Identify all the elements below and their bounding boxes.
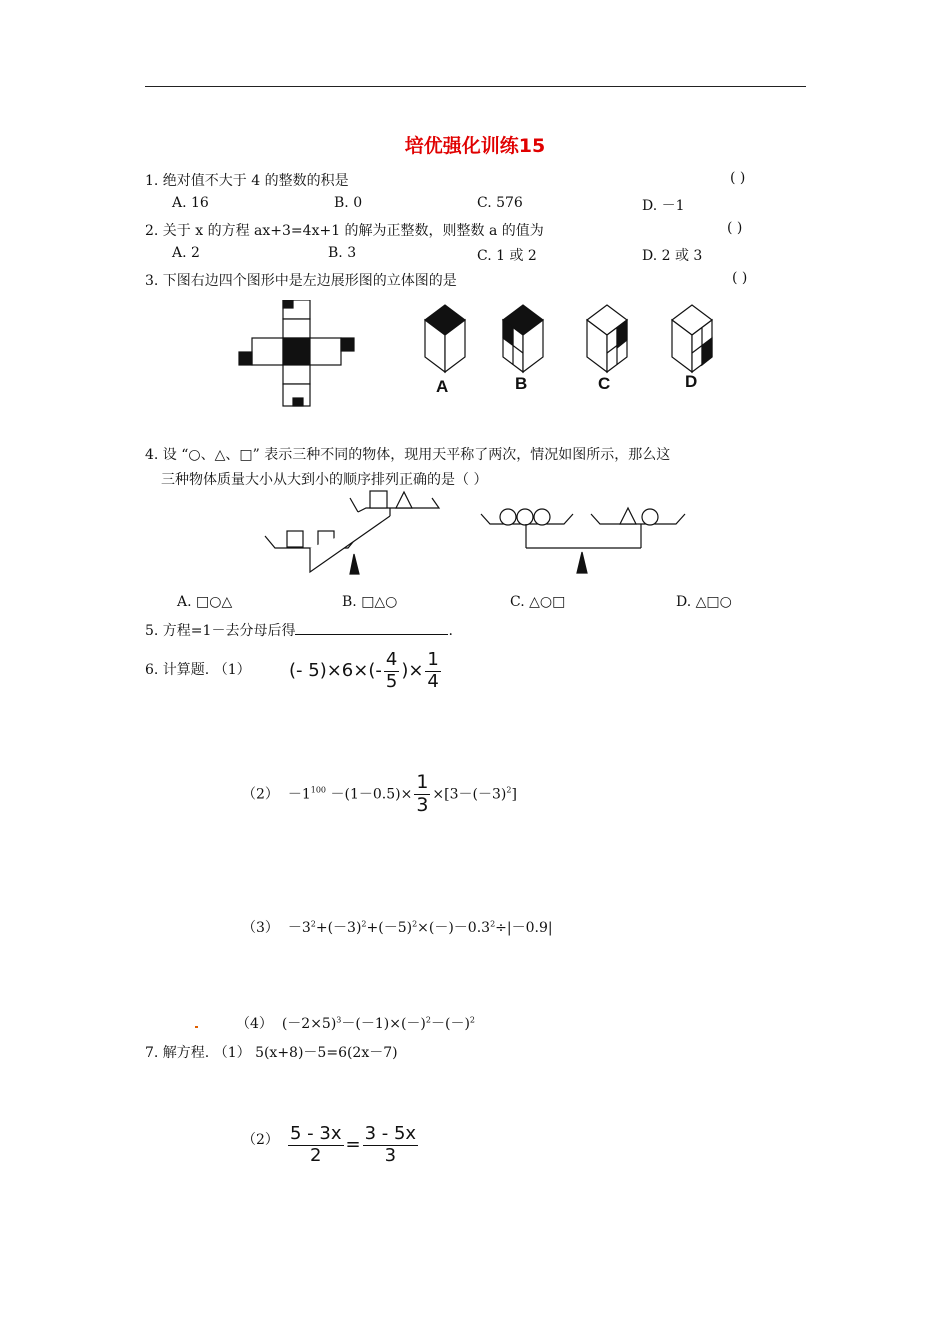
- fraction: $\frac{3 - 5x}{3}$: [364, 1123, 417, 1166]
- page-title: 培优强化训练15: [404, 135, 546, 157]
- q4-option-c: C. △○□: [510, 594, 566, 610]
- cube-options-figure: [410, 300, 730, 400]
- q6-expression-1: (- 5)×6×(- $\frac{4}{5}$ )× $\frac{1}{4}$: [289, 649, 439, 692]
- answer-paren: ( ): [732, 270, 748, 286]
- cube-label-b: B: [515, 374, 528, 393]
- q4-option-b: B. □△○: [342, 594, 398, 610]
- q6-part-4: （4） $(-2\times 5)^3-(-1)\times(-)^2-(-)^2$: [236, 1015, 476, 1032]
- question-6-stem: 6. 计算题. （1）: [145, 662, 251, 678]
- question-1-stem: 1. 绝对值不大于 4 的整数的积是: [145, 173, 349, 189]
- q2-option-a: A. 2: [172, 245, 200, 261]
- q4-option-a: A. □○△: [177, 594, 233, 610]
- q2-option-d: D. 2 或 3: [642, 248, 703, 264]
- question-4-stem-line1: 4. 设 “○、△、□” 表示三种不同的物体，现用天平称了两次，情况如图所示，那么这: [145, 447, 671, 463]
- q4-option-d: D. △□○: [676, 594, 732, 610]
- fraction: $\frac{5 - 3x}{2}$: [290, 1123, 342, 1166]
- answer-paren: ( ): [730, 170, 746, 186]
- question-3-stem: 3. 下图右边四个图形中是左边展形图的立体图的是: [145, 273, 457, 289]
- question-5: [145, 620, 453, 640]
- q2-option-c: C. 1 或 2: [477, 248, 537, 264]
- q1-option-d: D. －1: [642, 198, 685, 214]
- fraction: $\frac{1}{4}$: [427, 649, 439, 692]
- cube-b: [503, 305, 543, 372]
- cube-label-a: A: [436, 377, 449, 396]
- question-4-stem-line2: 三种物体质量大小从大到小的顺序排列正确的是（ ）: [161, 472, 488, 488]
- question-2-stem: 2. 关于 x 的方程 ax+3=4x+1 的解为正整数，则整数 a 的值为: [145, 223, 544, 239]
- balance-1-figure: [262, 486, 442, 578]
- question-5-stem: 5. 方程=1－去分母后得: [145, 623, 296, 639]
- cube-label-c: C: [598, 374, 611, 393]
- fraction: $\frac{4}{5}$: [385, 649, 398, 692]
- stray-mark: [195, 1026, 198, 1028]
- cube-c: [587, 305, 627, 372]
- q7-part-2-label: （2）: [242, 1132, 279, 1148]
- cube-net-figure: [236, 300, 356, 410]
- header-rule: [145, 86, 806, 87]
- balance-2-figure: [478, 500, 688, 580]
- cube-label-d: D: [685, 372, 698, 391]
- question-7-stem: 7. 解方程. （1） 5(x+8)－5=6(2x－7): [145, 1045, 398, 1061]
- fraction: $\frac{1}{3}$: [416, 771, 429, 816]
- q1-option-c: C. 576: [477, 195, 523, 211]
- q7-equation-2: $\frac{5 - 3x}{2}$ = $\frac{3 - 5x}{3}$: [290, 1123, 417, 1166]
- q6-part-3: $(3) -3^2+(-3)^2+(-5)^2\times(-)-0.3^2\div|-0.9|$: [242, 919, 553, 936]
- question-5-end: .: [448, 623, 453, 639]
- q1-option-b: B. 0: [334, 195, 363, 211]
- answer-blank: [295, 622, 448, 635]
- cube-a: [425, 305, 465, 372]
- cube-d: [672, 305, 712, 372]
- q6-part-2: $(2) -1^{100} -(1-0.5)\times$ $\frac{1}{3}$ $\times[3-(-3)^2]$: [242, 771, 517, 816]
- q1-option-a: A. 16: [172, 195, 209, 211]
- answer-paren: ( ): [727, 220, 743, 236]
- q2-option-b: B. 3: [328, 245, 357, 261]
